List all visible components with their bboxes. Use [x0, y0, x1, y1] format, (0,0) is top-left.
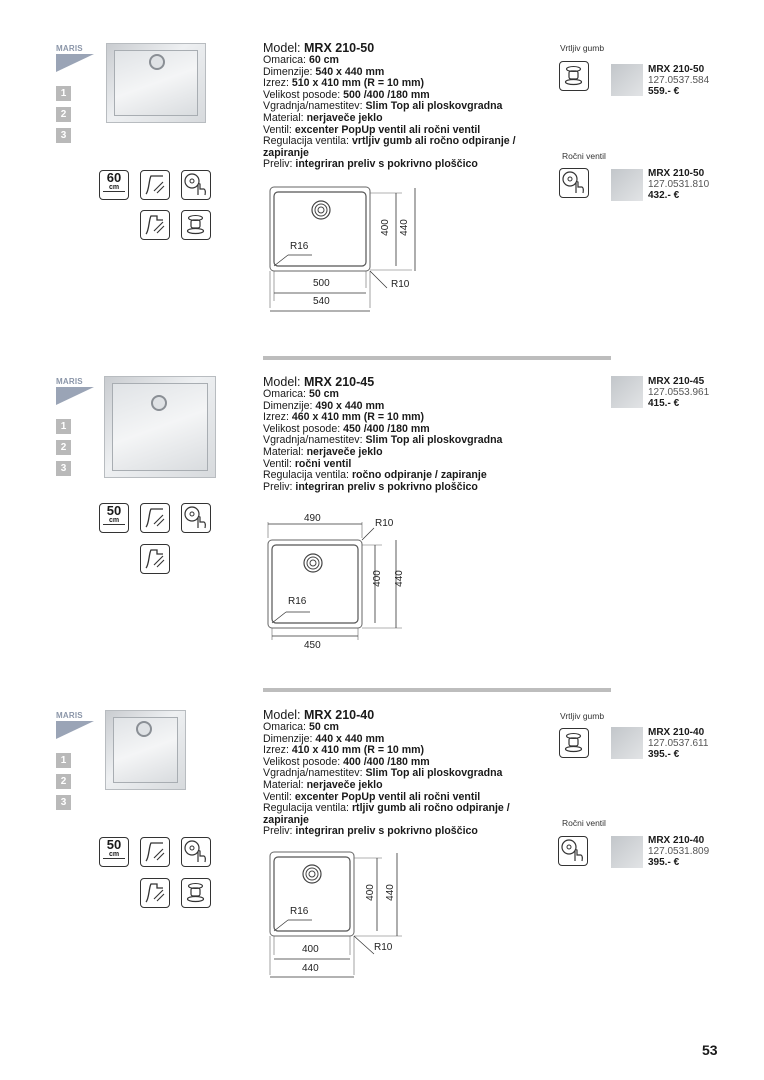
- cabinet-width-icon: 50 cm: [99, 503, 129, 533]
- spec-row: Vgradnja/namestitev: Slim Top ali ploskovgradna: [263, 767, 503, 780]
- variant-heading: Vrtljiv gumb: [560, 43, 605, 53]
- series-label: MARIS: [56, 377, 83, 386]
- dim-inner-height: 400: [371, 570, 383, 587]
- series-label: MARIS: [56, 711, 83, 720]
- manual-valve-icon: [181, 837, 211, 867]
- index-box-3: 3: [56, 461, 71, 476]
- spec-block: [263, 709, 543, 838]
- order-info: MRX 210-40 127.0531.809 395.- €: [648, 835, 710, 868]
- spec-row: Ventil: excenter PopUp ventil ali ročni ventil: [263, 790, 481, 803]
- model-name: MRX 210-45: [304, 375, 375, 389]
- dim-outer-height: 440: [398, 219, 410, 236]
- variant-heading: Ročni ventil: [562, 818, 606, 828]
- slim-top-install-icon: [140, 170, 170, 200]
- model-name: MRX 210-50: [304, 41, 375, 55]
- spec-row: Dimenzije: 490 x 440 mm: [263, 399, 385, 412]
- index-box-2: 2: [56, 774, 71, 789]
- variant-heading: Ročni ventil: [562, 151, 606, 161]
- slim-top-install-icon: [140, 837, 170, 867]
- spec-row: Vgradnja/namestitev: Slim Top ali ploskovgradna: [263, 434, 503, 447]
- spec-row: Preliv: integriran preliv s pokrivno ploščico: [263, 158, 478, 171]
- dim-inner-height: 400: [364, 884, 376, 901]
- index-box-2: 2: [56, 440, 71, 455]
- spec-row: zapiranje: [263, 813, 309, 826]
- dim-radius-outer: R10: [375, 518, 394, 529]
- spec-row: Material: nerjaveče jeklo: [263, 778, 383, 791]
- spec-block: [263, 42, 543, 171]
- flush-mount-install-icon: [140, 878, 170, 908]
- product-swatch: [611, 376, 643, 408]
- spec-row: Regulacija ventila: ročno odpiranje / zapiranje: [263, 469, 487, 482]
- order-info: MRX 210-40 127.0537.611 395.- €: [648, 727, 709, 760]
- dim-outer-width: 490: [304, 513, 321, 524]
- dim-outer-width: 540: [313, 296, 330, 307]
- cabinet-width-icon: 50 cm: [99, 837, 129, 867]
- spec-row: Izrez: 460 x 410 mm (R = 10 mm): [263, 411, 425, 424]
- spec-row: Omarica: 60 cm: [263, 54, 339, 66]
- section-divider: [263, 356, 611, 360]
- rotary-knob-icon: [559, 728, 589, 758]
- series-label: MARIS: [56, 44, 83, 53]
- spec-row: Velikost posode: 400 /400 /180 mm: [263, 755, 430, 768]
- spec-row: Dimenzije: 440 x 440 mm: [263, 732, 385, 745]
- index-box-3: 3: [56, 795, 71, 810]
- manual-valve-icon: [559, 168, 589, 198]
- spec-block: [263, 376, 543, 493]
- sink-photo: [104, 376, 216, 478]
- spec-row: Omarica: 50 cm: [263, 721, 339, 733]
- rotary-knob-icon: [181, 878, 211, 908]
- model-label: Model:: [263, 375, 301, 389]
- dim-radius-outer: R10: [374, 942, 393, 953]
- spec-row: Dimenzije: 540 x 440 mm: [263, 65, 385, 78]
- technical-drawing: [262, 520, 412, 655]
- index-box-3: 3: [56, 128, 71, 143]
- dim-radius-inner: R16: [288, 596, 307, 607]
- index-box-1: 1: [56, 419, 71, 434]
- spec-row: Ventil: excenter PopUp ventil ali ročni ventil: [263, 123, 481, 136]
- series-triangle-marker: [56, 54, 94, 72]
- sink-photo: [106, 43, 206, 123]
- spec-row: Material: nerjaveče jeklo: [263, 111, 383, 124]
- spec-row: Regulacija ventila: vrtljiv gumb ali ročno odpiranje /: [263, 135, 516, 148]
- dim-inner-width: 450: [304, 640, 321, 651]
- manual-valve-icon: [181, 170, 211, 200]
- index-box-2: 2: [56, 107, 71, 122]
- spec-row: Preliv: integriran preliv s pokrivno ploščico: [263, 480, 478, 493]
- order-info: MRX 210-50 127.0531.810 432.- €: [648, 168, 710, 201]
- model-label: Model:: [263, 41, 301, 55]
- rotary-knob-icon: [559, 61, 589, 91]
- sink-photo: [105, 710, 186, 790]
- slim-top-install-icon: [140, 503, 170, 533]
- product-swatch: [611, 169, 643, 201]
- dim-radius-outer: R10: [391, 279, 410, 290]
- series-triangle-marker: [56, 721, 94, 739]
- dim-inner-width: 400: [302, 944, 319, 955]
- dim-radius-inner: R16: [290, 906, 309, 917]
- spec-row: Ventil: ročni ventil: [263, 457, 352, 470]
- model-label: Model:: [263, 708, 301, 722]
- technical-drawing: [262, 850, 412, 978]
- product-swatch: [611, 64, 643, 96]
- index-box-1: 1: [56, 753, 71, 768]
- flush-mount-install-icon: [140, 210, 170, 240]
- dim-outer-height: 440: [384, 884, 396, 901]
- technical-drawing: [262, 183, 422, 313]
- rotary-knob-icon: [181, 210, 211, 240]
- spec-row: zapiranje: [263, 146, 309, 159]
- manual-valve-icon: [181, 503, 211, 533]
- dim-outer-width: 440: [302, 963, 319, 974]
- dim-inner-height: 400: [379, 219, 391, 236]
- page-number: 53: [702, 1042, 718, 1058]
- dim-inner-width: 500: [313, 278, 330, 289]
- spec-row: Velikost posode: 450 /400 /180 mm: [263, 422, 430, 435]
- order-info: MRX 210-50 127.0537.584 559.- €: [648, 64, 710, 97]
- dim-radius-inner: R16: [290, 241, 309, 252]
- spec-row: Material: nerjaveče jeklo: [263, 445, 383, 458]
- section-divider: [263, 688, 611, 692]
- spec-row: Omarica: 50 cm: [263, 388, 339, 400]
- spec-row: Izrez: 510 x 410 mm (R = 10 mm): [263, 77, 425, 90]
- manual-valve-icon: [558, 836, 588, 866]
- dim-outer-height: 440: [393, 570, 405, 587]
- spec-row: Velikost posode: 500 /400 /180 mm: [263, 88, 430, 101]
- series-triangle-marker: [56, 387, 94, 405]
- index-box-1: 1: [56, 86, 71, 101]
- spec-row: Regulacija ventila: rtljiv gumb ali ročno odpiranje /: [263, 802, 510, 815]
- cabinet-width-icon: 60 cm: [99, 170, 129, 200]
- flush-mount-install-icon: [140, 544, 170, 574]
- spec-row: Preliv: integriran preliv s pokrivno ploščico: [263, 825, 478, 838]
- order-info: MRX 210-45 127.0553.961 415.- €: [648, 376, 710, 409]
- model-name: MRX 210-40: [304, 708, 375, 722]
- product-swatch: [611, 836, 643, 868]
- product-swatch: [611, 727, 643, 759]
- spec-row: Vgradnja/namestitev: Slim Top ali ploskovgradna: [263, 100, 503, 113]
- spec-row: Izrez: 410 x 410 mm (R = 10 mm): [263, 744, 425, 757]
- variant-heading: Vrtljiv gumb: [560, 711, 605, 721]
